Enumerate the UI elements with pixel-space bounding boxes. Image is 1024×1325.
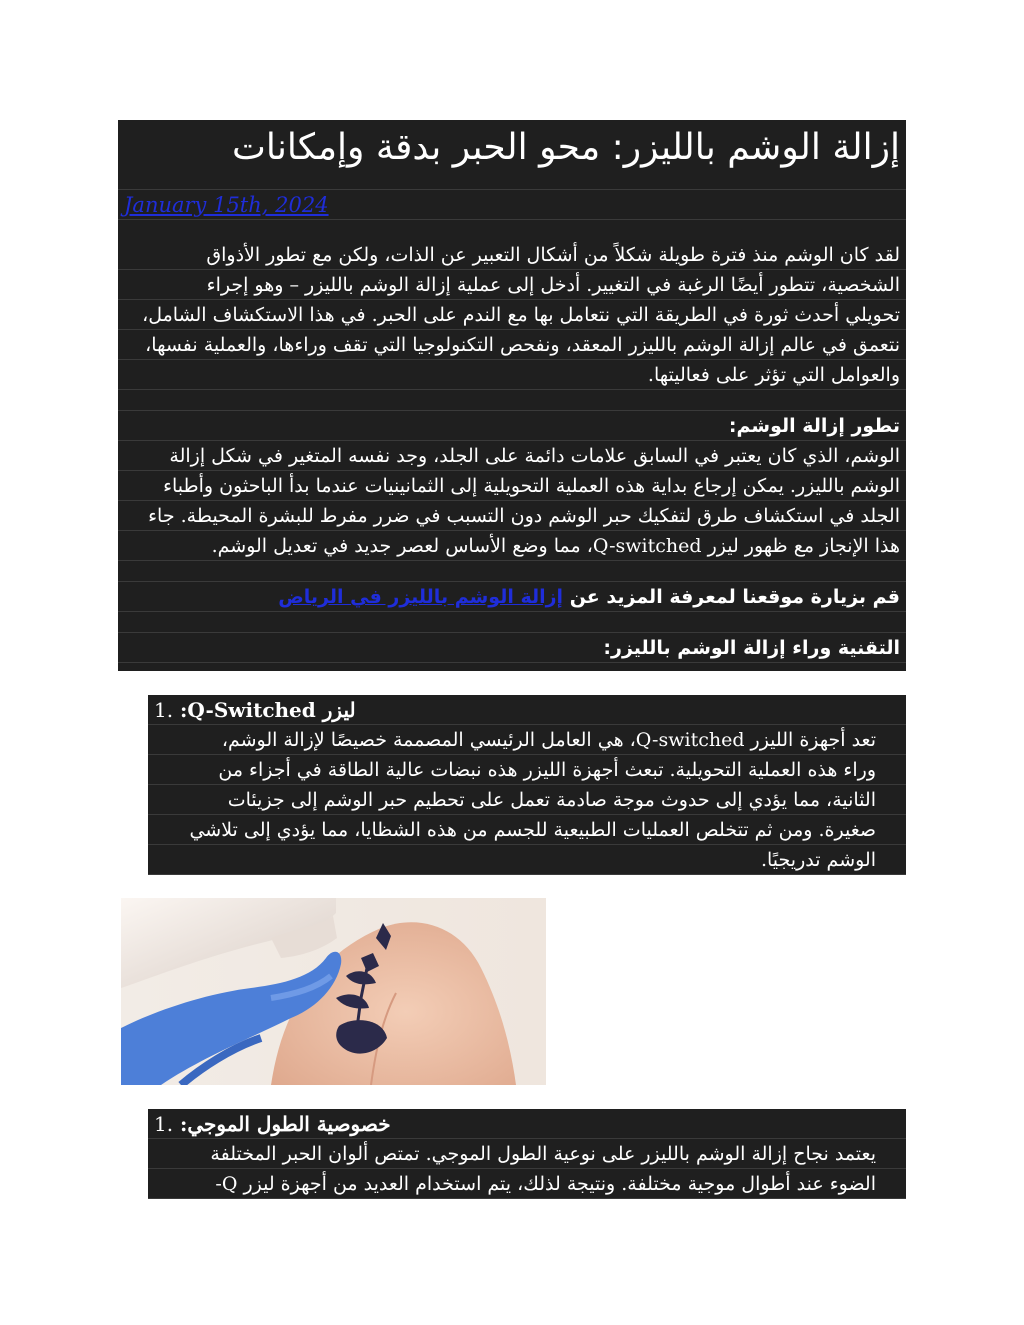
page-title: إزالة الوشم بالليزر: محو الحبر بدقة وإمكانات <box>118 120 906 190</box>
visit-paragraph <box>118 582 906 612</box>
spacer <box>118 390 906 411</box>
visit-text: قم بزيارة موقعنا لمعرفة المزيد عن <box>569 586 900 608</box>
evolution-heading: تطور إزالة الوشم: <box>118 411 906 441</box>
intro-line: نتعمق في عالم إزالة الوشم بالليزر المعقد، ونفحص التكنولوجيا التي تقف وراءها، والعملية نفسها، <box>118 330 906 360</box>
intro-line: الشخصية، تتطور أيضًا الرغبة في التغيير. أدخل إلى عملية إزالة الوشم بالليزر – وهو إجراء <box>118 270 906 300</box>
tech-heading: التقنية وراء إزالة الوشم بالليزر: <box>118 633 906 663</box>
list-item-qswitched <box>148 695 906 874</box>
intro-line: والعوامل التي تؤثر على فعاليتها. <box>118 360 906 390</box>
spacer <box>118 561 906 582</box>
list-line: وراء هذه العملية التحويلية. تبعث أجهزة الليزر هذه نبضات عالية الطاقة في أجزاء من <box>148 755 906 785</box>
evolution-line: الوشم، الذي كان يعتبر في السابق علامات دائمة على الجلد، وجد نفسه المتغير في شكل إزالة <box>118 441 906 471</box>
evolution-line: هذا الإنجاز مع ظهور ليزر Q-switched، مما وضع الأساس لعصر جديد في تعديل الوشم. <box>118 531 906 561</box>
list-line: الوشم تدريجيًا. <box>148 845 906 875</box>
list-line: الثانية، مما يؤدي إلى حدوث موجة صادمة تعمل على تحطيم حبر الوشم إلى جزيئات <box>148 785 906 815</box>
evolution-line: الوشم بالليزر. يمكن إرجاع بداية هذه العملية التحويلية إلى الثمانينيات عندما بدأ الباحثون وأطباء <box>118 471 906 501</box>
tattoo-removal-photo <box>121 898 546 1085</box>
post-date-link[interactable]: January 15th, 2024 <box>118 190 906 220</box>
list-heading <box>148 695 906 725</box>
spacer <box>118 220 906 240</box>
list-line: تعد أجهزة الليزر Q-switched، هي العامل الرئيسي المصممة خصيصًا لإزالة الوشم، <box>148 725 906 755</box>
list-item-wavelength <box>148 1109 906 1198</box>
intro-line: لقد كان الوشم منذ فترة طويلة شكلاً من أشكال التعبير عن الذات، ولكن مع تطور الأذواق <box>118 240 906 270</box>
article-block <box>118 120 906 671</box>
list-line: يعتمد نجاح إزالة الوشم بالليزر على نوعية الطول الموجي. تمتص ألوان الحبر المختلفة <box>148 1139 906 1169</box>
list-heading-text: ليزر Q-Switched: <box>180 698 356 722</box>
list-number: 1. <box>154 1112 174 1136</box>
list-line: صغيرة. ومن ثم تتخلص العمليات الطبيعية للجسم من هذه الشظايا، مما يؤدي إلى تلاشي <box>148 815 906 845</box>
spacer <box>118 612 906 633</box>
intro-line: تحويلي أحدث ثورة في الطريقة التي نتعامل بها مع الندم على الحبر. في هذا الاستكشاف الشامل، <box>118 300 906 330</box>
evolution-line: الجلد في استكشاف طرق لتفكيك حبر الوشم دون التسبب في ضرر مفرط للبشرة المحيطة. جاء <box>118 501 906 531</box>
list-heading <box>148 1109 906 1139</box>
list-number: 1. <box>154 698 174 722</box>
riyadh-removal-link[interactable]: إزالة الوشم بالليزر في الرياض <box>278 586 564 608</box>
list-line: الضوء عند أطوال موجية مختلفة. ونتيجة لذلك، يتم استخدام العديد من أجهزة ليزر Q- <box>148 1169 906 1199</box>
list-heading-text: خصوصية الطول الموجي: <box>180 1112 391 1136</box>
